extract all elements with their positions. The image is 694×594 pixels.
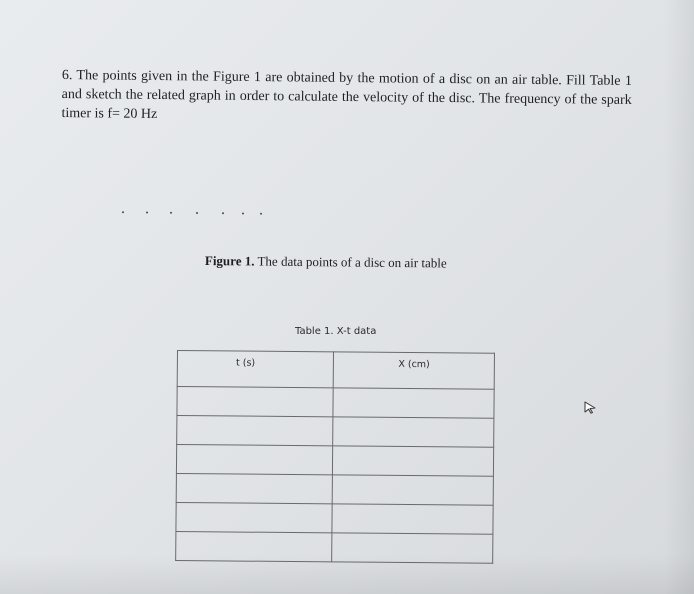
table-caption: Table 1. X-t data [295, 326, 377, 337]
data-point [260, 213, 262, 215]
header-position: X (cm) [334, 352, 495, 389]
table-row [177, 387, 494, 419]
figure-caption [205, 253, 447, 272]
figure-data-points [120, 211, 270, 219]
position-cell[interactable] [333, 475, 494, 505]
position-cell[interactable] [333, 388, 494, 418]
question-number: 6. [61, 67, 73, 84]
question-body: The points given in the Figure 1 are obtained by the motion of a disc on an air table. Fill Table 1 and sketch the related graph in order to calculate the velocity of the disc. The frequency of the spark timer is f= 20 Hz [61, 68, 632, 122]
time-cell[interactable] [176, 473, 333, 503]
photo-shading-bottom [0, 554, 694, 594]
data-point [196, 212, 198, 214]
position-cell[interactable] [332, 504, 493, 534]
table-row [177, 416, 494, 448]
xt-data-table [175, 350, 495, 564]
header-time: t (s) [177, 351, 334, 388]
data-point [146, 211, 148, 213]
data-point [170, 212, 172, 214]
table-row [176, 473, 493, 505]
figure-caption-text: The data points of a disc on air table [257, 253, 447, 271]
time-cell[interactable] [176, 502, 333, 532]
figure-label: Figure 1. [204, 253, 255, 269]
xt-data-table-container [175, 350, 495, 563]
position-cell[interactable] [333, 446, 494, 476]
time-cell[interactable] [176, 445, 333, 475]
table-header-row [177, 351, 494, 390]
time-cell[interactable] [177, 387, 334, 417]
table-row [176, 445, 493, 477]
data-point [122, 211, 124, 213]
position-cell[interactable] [333, 417, 494, 447]
time-cell[interactable] [177, 416, 334, 446]
question-text [61, 66, 632, 129]
data-point [242, 212, 244, 214]
photo-shading-right [664, 0, 694, 594]
mouse-cursor-icon [583, 400, 597, 414]
table-row [176, 502, 493, 534]
data-point [222, 212, 224, 214]
